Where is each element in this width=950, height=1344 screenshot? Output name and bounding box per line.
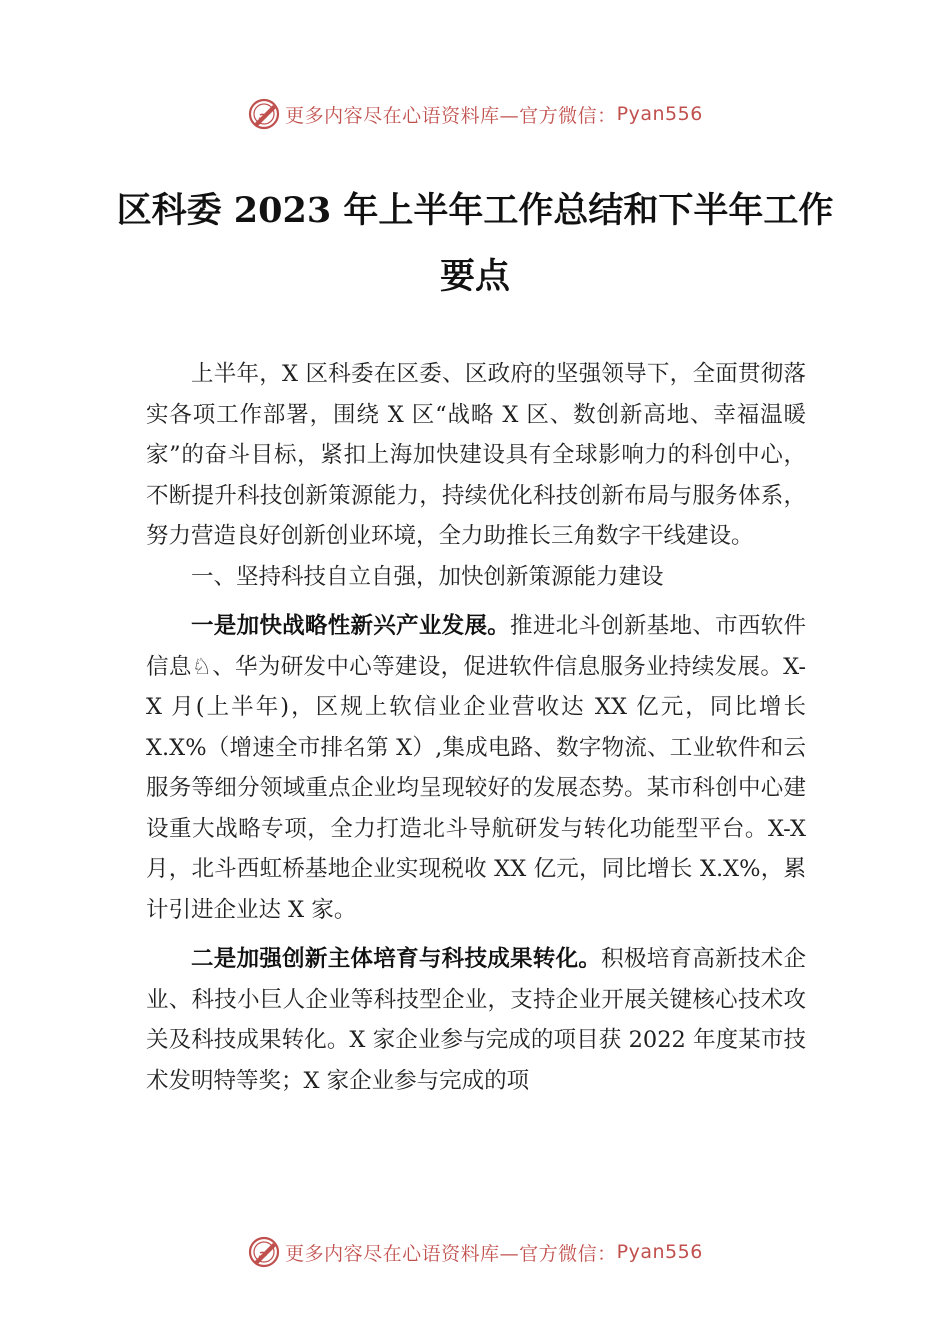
footer-banner xyxy=(0,1232,950,1272)
paragraph-2 xyxy=(146,939,806,1101)
pen-seal-icon xyxy=(247,97,281,131)
page-title: 区科委 2023 年上半年工作总结和下半年工作要点 xyxy=(116,190,834,297)
pen-seal-icon xyxy=(247,1235,281,1269)
banner-text: 更多内容尽在心语资料库—官方微信： xyxy=(285,104,617,127)
banner-wechat-id: Pyan556 xyxy=(616,103,703,125)
banner-text: 更多内容尽在心语资料库—官方微信： xyxy=(285,1242,617,1265)
paragraph-1-body: 推进北斗创新基地、市西软件信息♘、华为研发中心等建设，促进软件信息服务业持续发展。X-X 月(上半年)，区规上软信业企业营收达 XX 亿元，同比增长 X.X%（增速全市排名第 X）,集成电路、数字物流、工业软件和云服务等细分领域重点企业均呈现较好的发展态势。某市科创中心建设重大战略专项，全力打造北斗导航研发与转化功能型平台。X-X 月，北斗西虹桥基地企业实现税收 XX 亿元，同比增长 X.X%，累计引进企业达 X 家。 xyxy=(146,613,806,923)
paragraph-1-lead: 一是加快战略性新兴产业发展。 xyxy=(191,613,511,639)
intro-paragraph: 上半年，X 区科委在区委、区政府的坚强领导下，全面贯彻落实各项工作部署，围绕 X 区“战略 X 区、数创新高地、幸福温暖家”的奋斗目标，紧扣上海加快建设具有全球影响力的科创中心，不断提升科技创新策源能力，持续优化科技创新布局与服务体系，努力营造良好创新创业环境，全力助推长三角数字干线建设。 xyxy=(146,361,806,549)
banner-wechat-id: Pyan556 xyxy=(616,1241,703,1263)
document-body xyxy=(146,354,806,1101)
section-heading: 一、坚持科技自立自强，加快创新策源能力建设 xyxy=(191,563,664,590)
paragraph-1 xyxy=(146,606,806,930)
paragraph-2-lead: 二是加强创新主体培育与科技成果转化。 xyxy=(191,946,602,972)
paragraph-2-body: 积极培育高新技术企业、科技小巨人企业等科技型企业，支持企业开展关键核心技术攻关及科技成果转化。X 家企业参与完成的项目获 2022 年度某市技术发明特等奖；X 家企业参与完成的项 xyxy=(146,946,806,1094)
header-banner xyxy=(0,94,950,134)
